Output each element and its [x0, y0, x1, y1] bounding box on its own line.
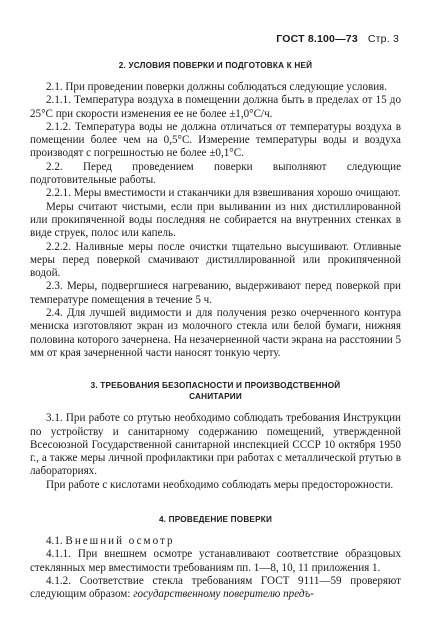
- paragraph-4-1-heading: Внешний осмотр: [65, 535, 175, 548]
- standard-number: ГОСТ 8.100—73: [276, 33, 358, 45]
- section-4-title: 4. ПРОВЕДЕНИЕ ПОВЕРКИ: [158, 515, 273, 525]
- paragraph-4-1-2-text: 4.1.2. Соответствие стекла требованиям ГОСТ 9111—59 проверяют следующим образом:: [30, 574, 401, 601]
- section-2-title: 2. УСЛОВИЯ ПОВЕРКИ И ПОДГОТОВКА К НЕЙ: [118, 61, 313, 70]
- page-header: [276, 33, 399, 45]
- paragraph-2-1-2: 2.1.2. Температура воды не должна отличаться от температуры воздуха в помещении более чем на 0,5°С. Измерение температуры воды и воздуха производят с погрешностью не более ±0,1°С.: [30, 120, 401, 160]
- paragraph-4-1-number: 4.1.: [46, 535, 63, 548]
- paragraph-2-1-1: 2.1.1. Температура воздуха в помещении должна быть в пределах от 15 до 25°С при скорости изменения ее не более ±1,0°С/ч.: [30, 94, 401, 120]
- paragraph-2-2-1: 2.2.1. Меры вместимости и стаканчики для взвешивания хорошо очищают.: [46, 187, 401, 200]
- paragraph-3-1: 3.1. При работе со ртутью необходимо соблюдать требования Инструкции по устройству и санитарному содержанию помещений, утвержденной Всесоюзной Государственной санитарной инспекцией СССР 10 октября 1950 г., а также меры личной профилактики при работах с металлической ртутью в лабораториях.: [30, 412, 401, 478]
- paragraph-3-1-note: При работе с кислотами необходимо соблюдать меры предосторожности.: [46, 478, 394, 491]
- section-3-title-line-2: САНИТАРИИ: [189, 392, 242, 402]
- paragraph-2-4: 2.4. Для лучшей видимости и для получения резко очерченного контура мениска изготовляют экран из молочного стекла или белой бумаги, нижняя половина которого зачернена. На незачерненной части экрана на расстоянии 5 мм от края зачерненной части наносят тонкую черту.: [30, 307, 401, 359]
- paragraph-4-1-2-italic: государственному поверителю предъ-: [133, 588, 314, 601]
- paragraph-4-1-1: 4.1.1. При внешнем осмотре устанавливают соответствие образцовых стеклянных мер вместимости требованиям пп. 1—8, 10, 11 приложения 1.: [30, 548, 401, 574]
- paragraph-4-1: [30, 535, 401, 548]
- paragraph-2-3: 2.3. Меры, подвергшиеся нагреванию, выдерживают перед поверкой при температуре помещения в течение 5 ч.: [30, 280, 401, 306]
- paragraph-2-1: 2.1. При проведении поверки должны соблюдаться следующие условия.: [46, 81, 388, 93]
- document-body: [30, 60, 401, 602]
- section-3-title: [30, 380, 401, 402]
- paragraph-2-2-1-note: Меры считают чистыми, если при выливании из них дистиллированной или прокипяченной воды последняя не собирается на внутренних стенках в виде струек, полос или капель.: [30, 200, 401, 240]
- paragraph-4-1-2: [30, 575, 401, 602]
- paragraph-2-2: 2.2. Перед проведением поверки выполняют следующие подготовительные работы.: [30, 160, 401, 187]
- paragraph-2-2-2: 2.2.2. Наливные меры после очистки тщательно высушивают. Отливные меры перед поверкой смачивают дистиллированной или прокипяченной водой.: [30, 240, 401, 280]
- section-3-title-line-1: 3. ТРЕБОВАНИЯ БЕЗОПАСНОСТИ И ПРОИЗВОДСТВЕННОЙ: [90, 381, 341, 391]
- page-number: Стр. 3: [367, 33, 399, 45]
